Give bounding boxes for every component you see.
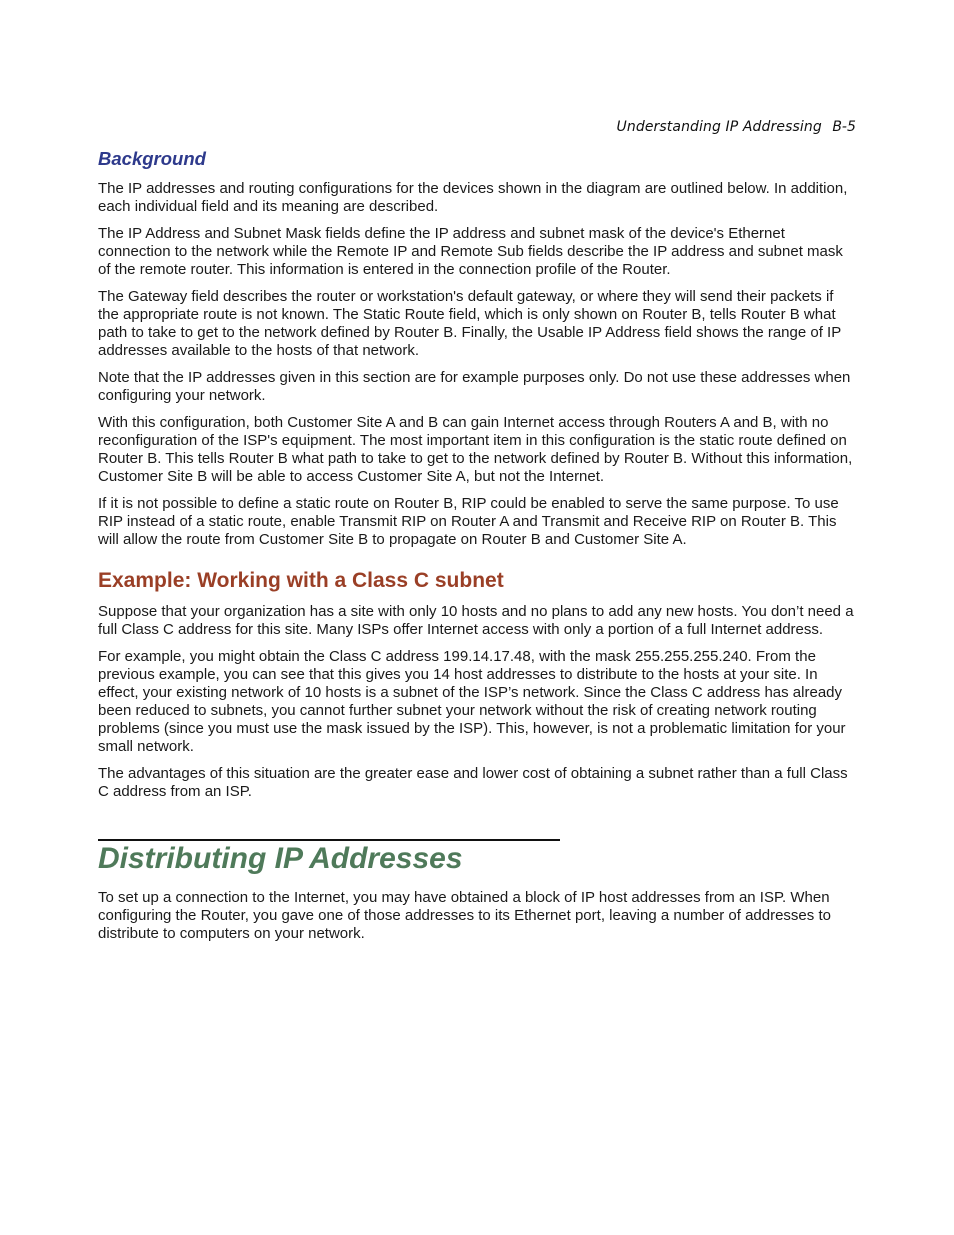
section-heading-background: Background (98, 148, 206, 169)
page-content (98, 147, 856, 952)
paragraph: The IP addresses and routing configurations for the devices shown in the diagram are outlined below. In addition, each individual field and its meaning are described. (98, 180, 848, 215)
section-heading-distributing: Distributing IP Addresses (98, 842, 463, 875)
running-header-title: Understanding IP Addressing (616, 119, 822, 135)
paragraph: The IP Address and Subnet Mask fields define the IP address and subnet mask of the device's Ethernet connection to the network while the Remote IP and Remote Sub fields describe the IP address and subnet mask of the remote router. This information is entered in the connection profile of the Router. (98, 225, 843, 278)
running-header (617, 119, 856, 135)
paragraph: For example, you might obtain the Class C address 199.14.17.48, with the mask 255.255.255.240. From the previous example, you can see that this gives you 14 host addresses to distribute to the hosts at your site. In effect, your existing network of 10 hosts is a subnet of the ISP’s network. Since the Class C address has already been reduced to subnets, you cannot further subnet your network without the risk of creating network routing problems (since you must use the mask issued by the ISP). This, however, is not a problematic limitation for your small network. (98, 648, 846, 755)
paragraph: To set up a connection to the Internet, you may have obtained a block of IP host addresses from an ISP. When configuring the Router, you gave one of those addresses to its Ethernet port, leaving a number of addresses to distribute to computers on your network. (98, 889, 831, 942)
paragraph: If it is not possible to define a static route on Router B, RIP could be enabled to serve the same purpose. To use RIP instead of a static route, enable Transmit RIP on Router A and Transmit and Receive RIP on Router B. This will allow the route from Customer Site B to propagate on Router B and Customer Site A. (98, 495, 839, 548)
paragraph: The advantages of this situation are the greater ease and lower cost of obtaining a subnet rather than a full Class C address from an ISP. (98, 765, 848, 800)
section-heading-example: Example: Working with a Class C subnet (98, 569, 504, 592)
paragraph: With this configuration, both Customer Site A and B can gain Internet access through Routers A and B, with no reconfiguration of the ISP's equipment. The most important item in this configuration is the static route defined on Router B. This tells Router B what path to take to get to the network defined by Router B. Without this information, Customer Site B will be able to access Customer Site A, but not the Internet. (98, 414, 853, 485)
paragraph: The Gateway field describes the router or workstation's default gateway, or where they will send their packets if the appropriate route is not known. The Static Route field, which is only shown on Router B, tells Router B what path to take to get to the network defined by Router B. Finally, the Usable IP Address field shows the range of IP addresses available to the hosts of that network. (98, 288, 841, 359)
page-number: B-5 (832, 119, 856, 135)
paragraph: Suppose that your organization has a site with only 10 hosts and no plans to add any new hosts. You don’t need a full Class C address for this site. Many ISPs offer Internet access with only a portion of a full Internet address. (98, 603, 854, 638)
paragraph: Note that the IP addresses given in this section are for example purposes only. Do not use these addresses when configuring your network. (98, 369, 851, 404)
